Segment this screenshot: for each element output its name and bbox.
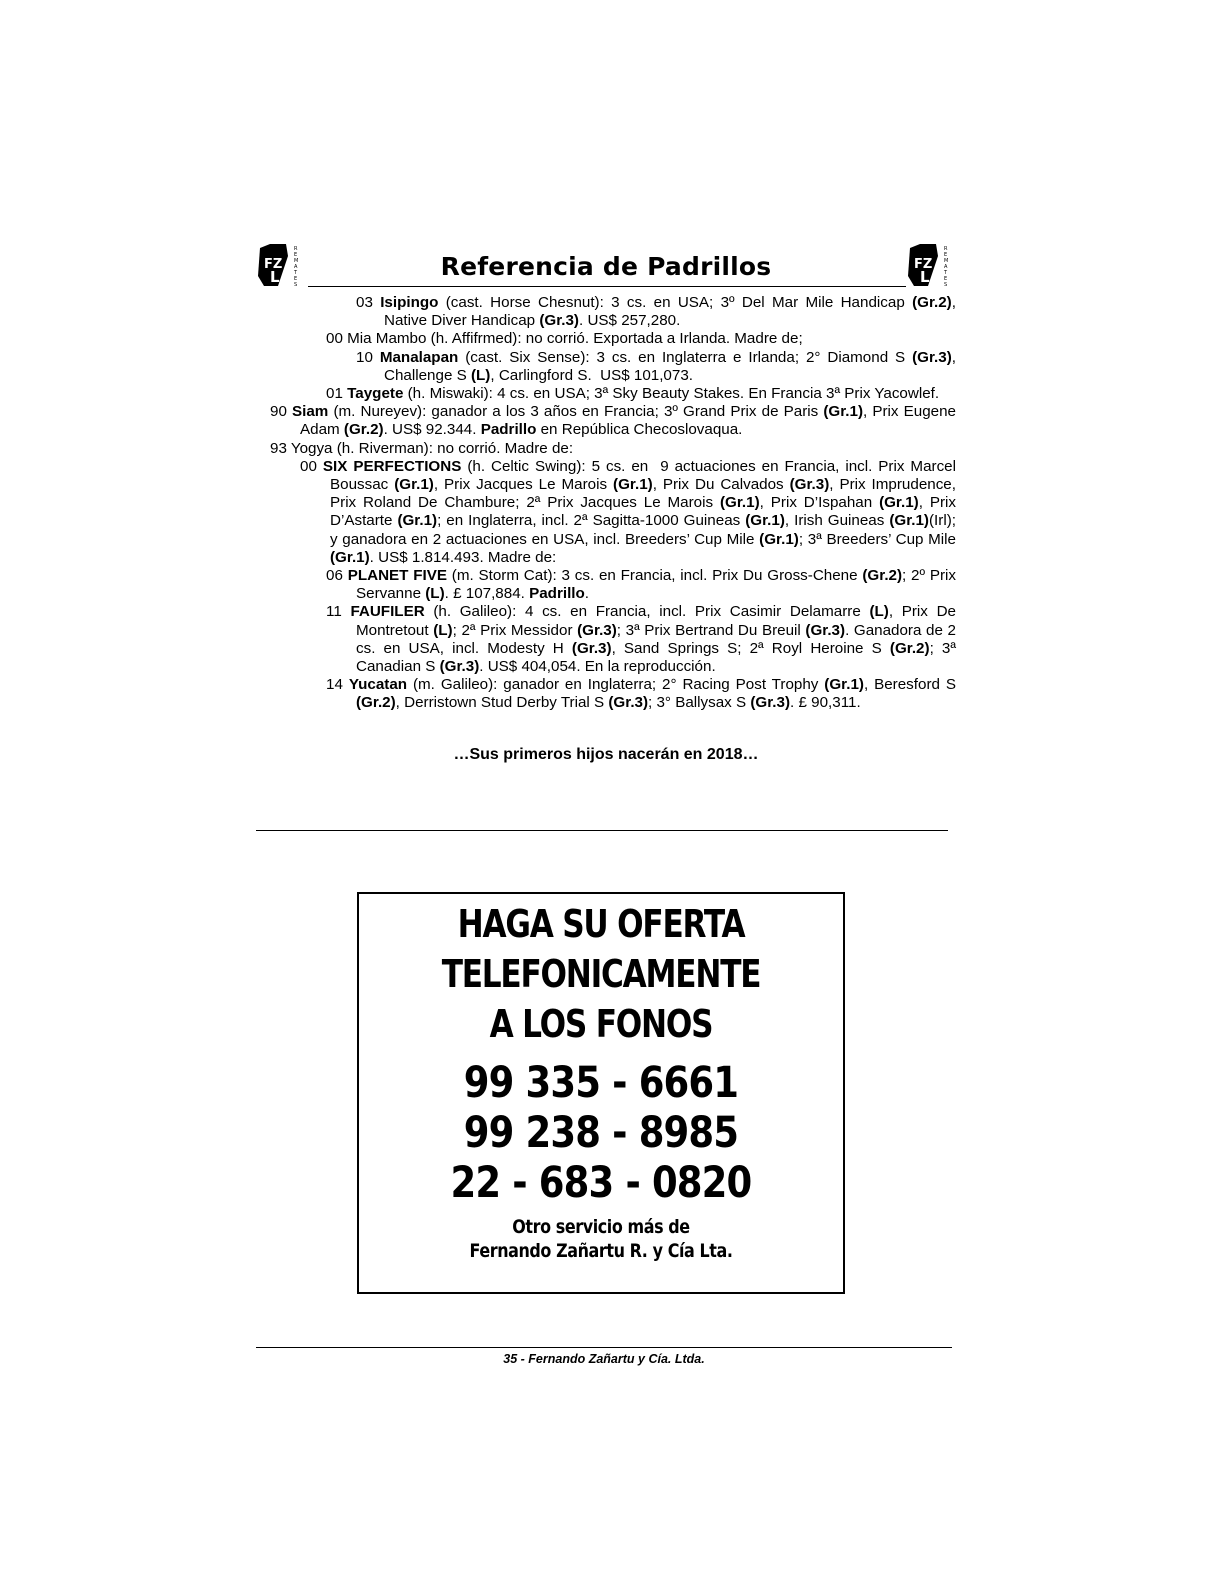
pedigree-entry: 01 Taygete (h. Miswaki): 4 cs. en USA; 3ª Sky Beauty Stakes. En Francia 3ª Prix Yacowlef. (326, 385, 940, 403)
ad-headline-3: A LOS FONOS (489, 1002, 713, 1046)
svg-text:M: M (944, 258, 949, 264)
ad-phone-3: 22 - 683 - 0820 (450, 1158, 752, 1208)
svg-text:L: L (920, 268, 930, 286)
svg-text:A: A (944, 264, 948, 270)
svg-text:T: T (294, 270, 298, 276)
svg-text:R: R (944, 246, 948, 252)
company-logo-left (256, 242, 306, 290)
svg-text:FZ: FZ (264, 257, 283, 272)
company-logo-right (906, 242, 956, 290)
pedigree-entry: 06 PLANET FIVE (m. Storm Cat): 3 cs. en Francia, incl. Prix Du Gross-Chene (Gr.2); 2º Prix Servanne (L). £ 107,884. Padrillo. (326, 567, 957, 603)
header-rule (308, 286, 906, 287)
pedigree-entries (270, 294, 956, 713)
ad-headline-2: TELEFONICAMENTE (441, 952, 761, 996)
svg-text:S: S (294, 282, 298, 288)
page-title: Referencia de Padrillos (440, 252, 772, 281)
pedigree-entry: 14 Yucatan (m. Galileo): ganador en Inglaterra; 2° Racing Post Trophy (Gr.1), Beresford S (Gr.2), Derristown Stud Derby Trial S (Gr.3); 3° Ballysax S (Gr.3). £ 90,311. (326, 676, 956, 712)
pedigree-entry: 00 SIX PERFECTIONS (h. Celtic Swing): 5 cs. en 9 actuaciones en Francia, incl. Prix Marcel Boussac (Gr.1), Prix Jacques Le Marois (Gr.1), Prix Du Calvados (Gr.3), Prix Imprudence, Prix Roland De Chambure; 2ª Prix Jacques Le Marois (Gr.1), Prix D’Ispahan (Gr.1), Prix D’Astarte (Gr.1); en Inglaterra, incl. 2ª Sagitta-1000 Guineas (Gr.1), Irish Guineas (Gr.1)(Irl); y ganadora en 2 actuaciones en USA, incl. Breeders’ Cup Mile (Gr.1); 3ª Breeders’ Cup Mile (Gr.1). US$ 1.814.493. Madre de: (300, 457, 957, 566)
pedigree-entry: 00 Mia Mambo (h. Affifrmed): no corrió. Exportada a Irlanda. Madre de; (326, 330, 803, 348)
svg-text:E: E (294, 252, 298, 258)
svg-text:E: E (944, 276, 948, 282)
svg-text:FZ: FZ (914, 257, 933, 272)
svg-text:S: S (944, 282, 948, 288)
svg-text:E: E (294, 276, 298, 282)
section-divider (256, 830, 948, 831)
svg-text:E: E (944, 252, 948, 258)
footer-rule (256, 1347, 952, 1348)
pedigree-entry: 90 Siam (m. Nureyev): ganador a los 3 años en Francia; 3º Grand Prix de Paris (Gr.1), Prix Eugene Adam (Gr.2). US$ 92.344. Padrillo en República Checoslovaqua. (270, 403, 956, 439)
pedigree-entry: 10 Manalapan (cast. Six Sense): 3 cs. en Inglaterra e Irlanda; 2° Diamond S (Gr.3), Challenge S (L), Carlingford S. US$ 101,073. (356, 348, 956, 384)
pedigree-entry: 11 FAUFILER (h. Galileo): 4 cs. en Francia, incl. Prix Casimir Delamarre (L), Prix De Montretout (L); 2ª Prix Messidor (Gr.3); 3ª Prix Bertrand Du Breuil (Gr.3). Ganadora de 2 cs. en USA, incl. Modesty H (Gr.3), Sand Springs S; 2ª Royl Heroine S (Gr.2); 3ª Canadian S (Gr.3). US$ 404,054. En la reproducción. (326, 603, 956, 676)
closing-note: …Sus primeros hijos nacerán en 2018… (453, 746, 759, 763)
page-header (256, 242, 968, 294)
svg-text:A: A (294, 264, 298, 270)
svg-text:R: R (294, 246, 298, 252)
phone-offer-ad (357, 892, 845, 1294)
svg-text:L: L (270, 268, 280, 286)
ad-phone-1: 99 335 - 6661 (463, 1058, 739, 1108)
ad-phone-2: 99 238 - 8985 (463, 1108, 739, 1158)
pedigree-entry: 03 Isipingo (cast. Horse Chesnut): 3 cs. en USA; 3º Del Mar Mile Handicap (Gr.2), Native Diver Handicap (Gr.3). US$ 257,280. (356, 294, 956, 330)
pedigree-entry: 93 Yogya (h. Riverman): no corrió. Madre de: (270, 439, 574, 457)
page-footer: 35 - Fernando Zañartu y Cía. Ltda. (503, 1352, 705, 1366)
ad-company-line: Fernando Zañartu R. y Cía Lta. (469, 1240, 733, 1262)
ad-headline-1: HAGA SU OFERTA (457, 902, 745, 946)
svg-text:M: M (294, 258, 299, 264)
svg-text:T: T (944, 270, 948, 276)
ad-service-line: Otro servicio más de (512, 1216, 690, 1238)
